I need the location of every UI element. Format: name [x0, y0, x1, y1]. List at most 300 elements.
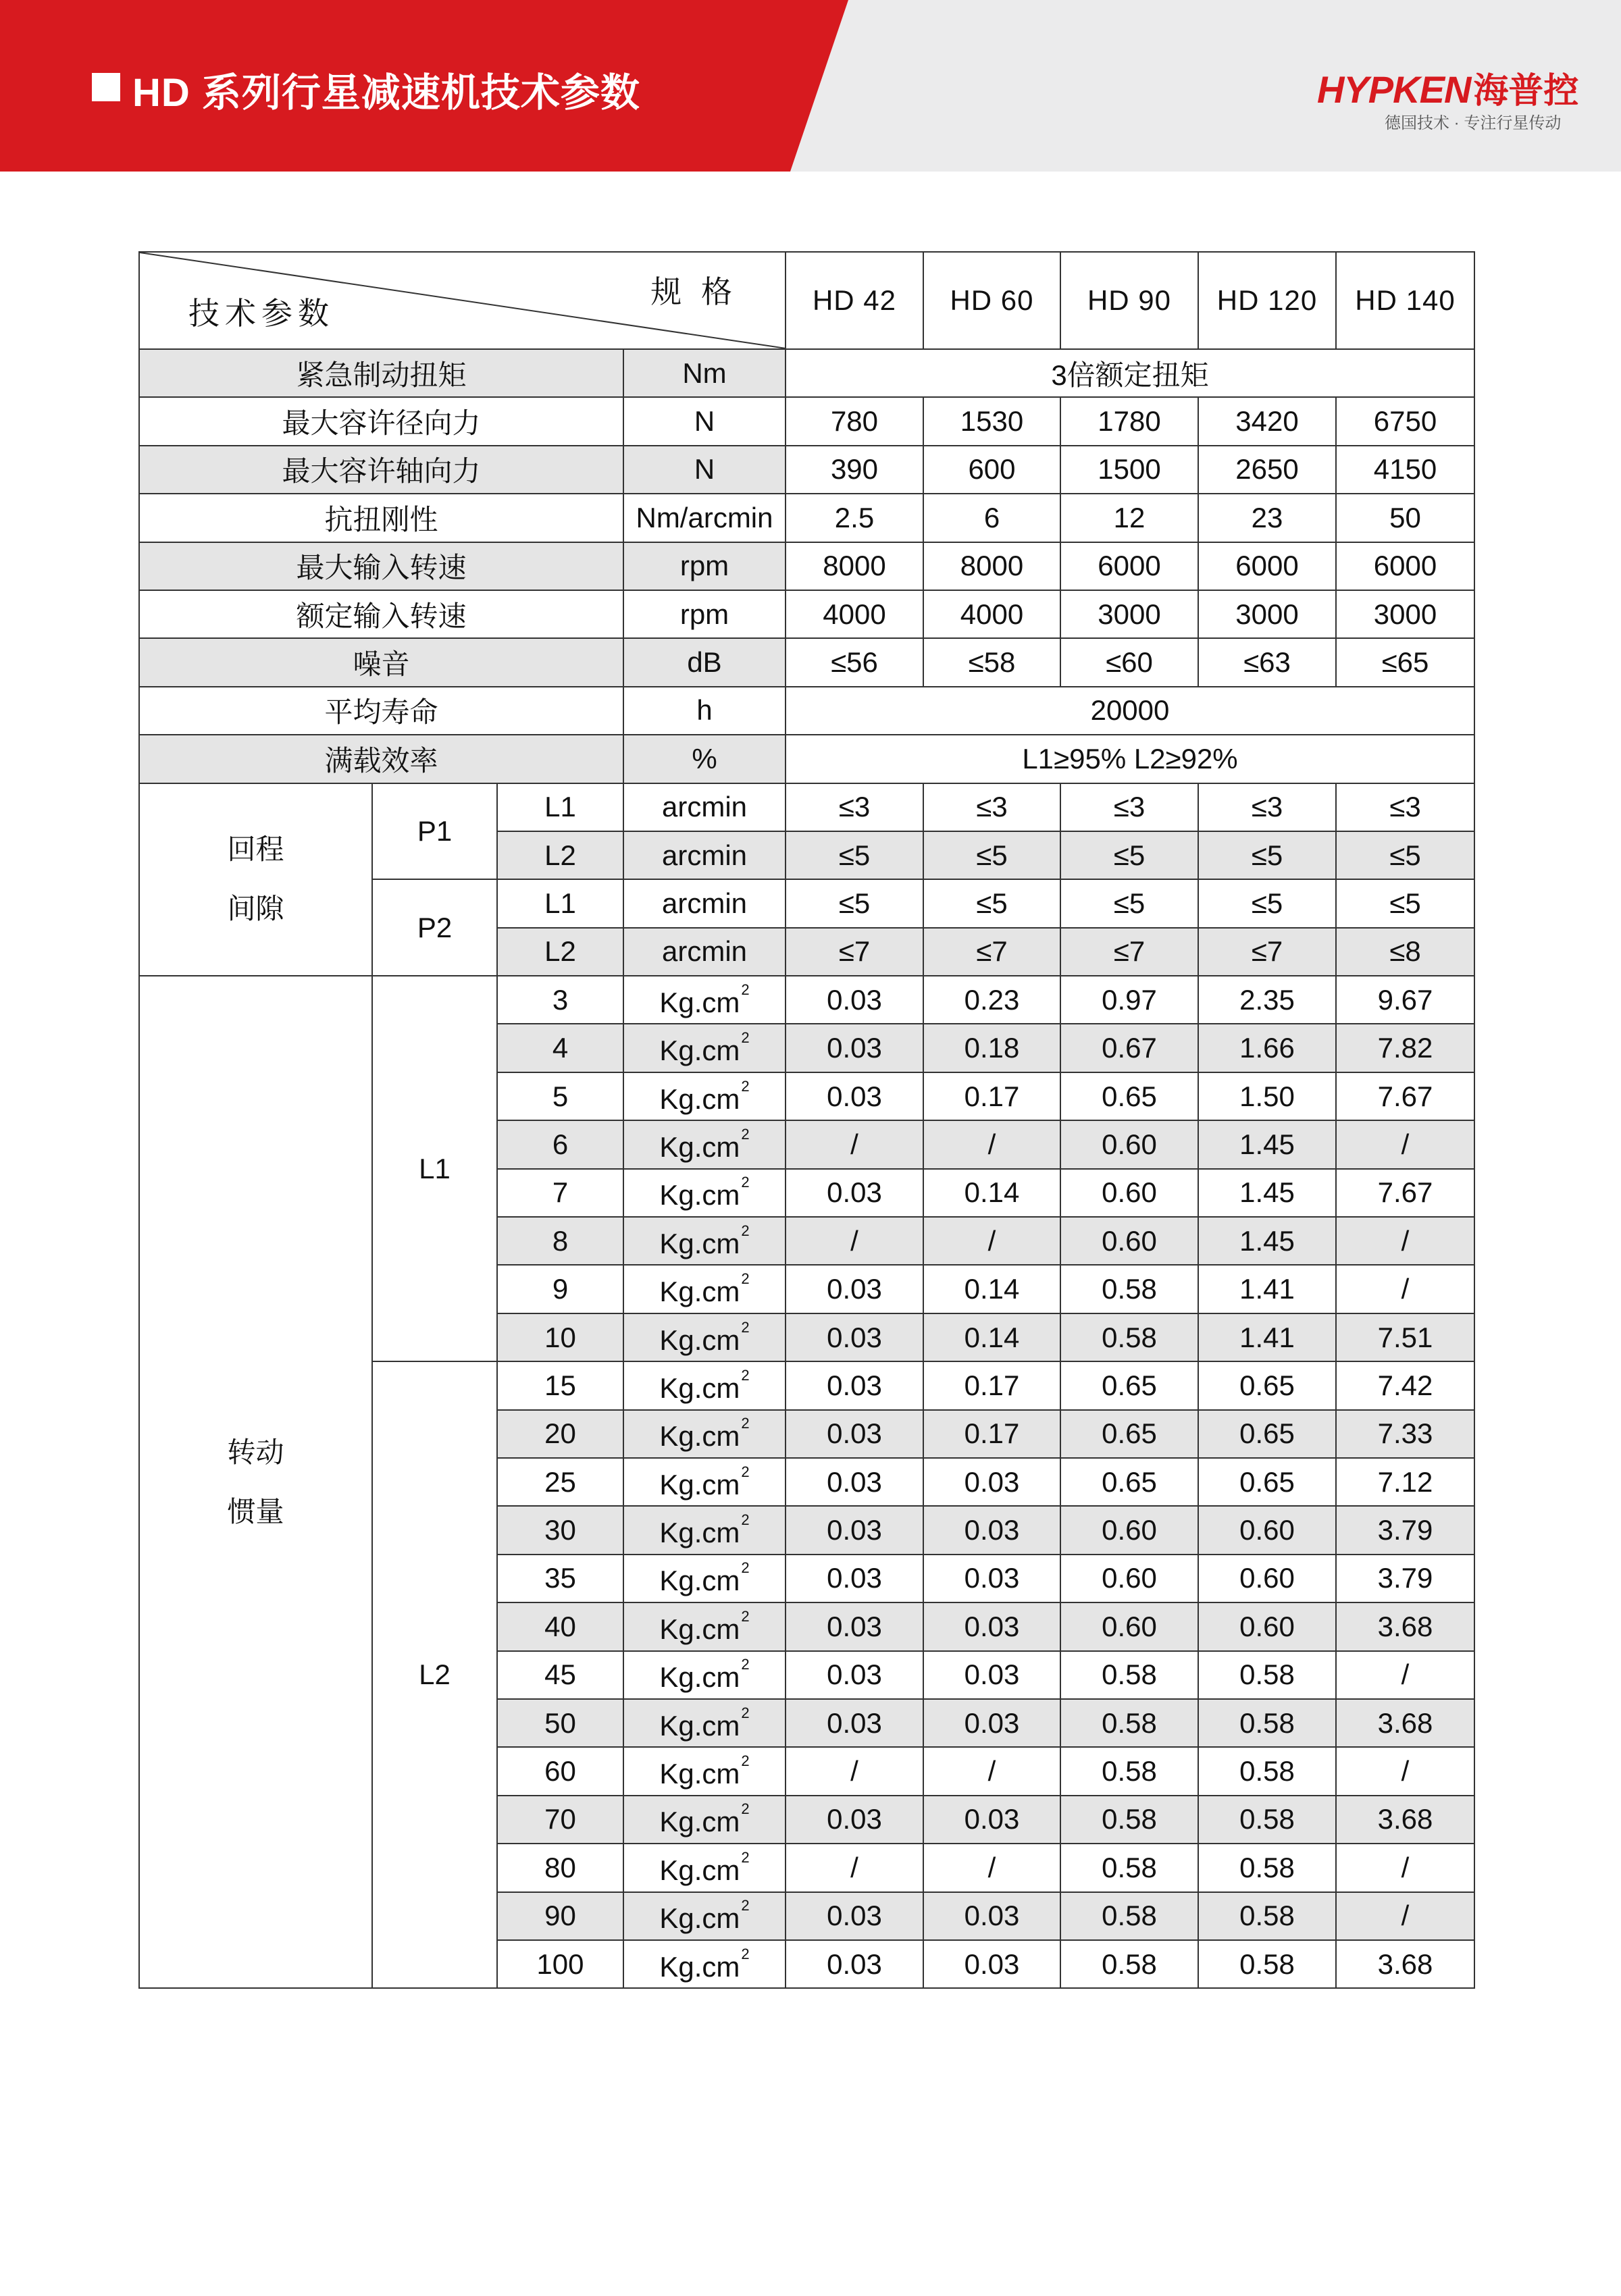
param-merged-value: 3倍额定扭矩 — [786, 349, 1474, 397]
param-value: 6750 — [1336, 397, 1474, 445]
title-square-icon — [92, 73, 120, 101]
inertia-ratio: 90 — [497, 1892, 623, 1940]
inertia-value: / — [1336, 1217, 1474, 1265]
param-value: 6 — [923, 494, 1060, 542]
param-value: 600 — [923, 446, 1060, 494]
inertia-value: 0.03 — [786, 1169, 923, 1217]
param-value: 12 — [1060, 494, 1198, 542]
inertia-stage-group: L1 — [372, 976, 497, 1361]
param-value: ≤63 — [1198, 638, 1336, 686]
backlash-unit: arcmin — [623, 879, 786, 927]
param-value: 4150 — [1336, 446, 1474, 494]
inertia-value: 0.60 — [1060, 1506, 1198, 1554]
inertia-value: / — [786, 1844, 923, 1891]
inertia-unit-exponent: 2 — [741, 1607, 750, 1625]
inertia-unit-base: Kg.cm — [659, 1709, 740, 1742]
inertia-value: / — [1336, 1651, 1474, 1699]
inertia-value: 0.65 — [1198, 1458, 1336, 1506]
inertia-value: 9.67 — [1336, 976, 1474, 1024]
inertia-unit — [623, 1602, 786, 1650]
inertia-unit-exponent: 2 — [741, 1656, 750, 1673]
param-value: ≤58 — [923, 638, 1060, 686]
inertia-unit-exponent: 2 — [741, 1222, 750, 1239]
backlash-value: ≤5 — [923, 831, 1060, 879]
inertia-unit — [623, 1892, 786, 1940]
inertia-unit — [623, 1940, 786, 1988]
inertia-ratio: 9 — [497, 1265, 623, 1313]
backlash-value: ≤7 — [786, 928, 923, 976]
inertia-unit-exponent: 2 — [741, 1174, 750, 1191]
inertia-value: 0.58 — [1198, 1651, 1336, 1699]
inertia-unit-exponent: 2 — [741, 1270, 750, 1288]
param-value: ≤56 — [786, 638, 923, 686]
inertia-value: 1.41 — [1198, 1313, 1336, 1361]
param-value: 1500 — [1060, 446, 1198, 494]
param-value: 4000 — [923, 590, 1060, 638]
backlash-unit: arcmin — [623, 928, 786, 976]
inertia-unit-base: Kg.cm — [659, 1035, 740, 1067]
inertia-value: 0.65 — [1060, 1361, 1198, 1409]
inertia-unit-base: Kg.cm — [659, 1276, 740, 1308]
param-label: 抗扭刚性 — [139, 494, 623, 542]
backlash-value: ≤8 — [1336, 928, 1474, 976]
inertia-value: 7.51 — [1336, 1313, 1474, 1361]
backlash-label-line2: 间隙 — [227, 893, 284, 925]
inertia-value: 3.68 — [1336, 1699, 1474, 1747]
inertia-unit-base: Kg.cm — [659, 1565, 740, 1597]
inertia-row — [139, 976, 1474, 1024]
param-unit: N — [623, 397, 786, 445]
inertia-unit-base: Kg.cm — [659, 1661, 740, 1694]
inertia-ratio: 15 — [497, 1361, 623, 1409]
brand-logo — [1317, 62, 1578, 113]
inertia-ratio: 40 — [497, 1602, 623, 1650]
inertia-unit — [623, 1506, 786, 1554]
inertia-value: 0.60 — [1060, 1602, 1198, 1650]
page-title: HD 系列行星减速机技术参数 — [132, 71, 640, 115]
param-merged-value: L1≥95% L2≥92% — [786, 735, 1474, 783]
param-value: 3000 — [1198, 590, 1336, 638]
inertia-stage-group: L2 — [372, 1361, 497, 1988]
param-row — [139, 638, 1474, 686]
backlash-value: ≤7 — [923, 928, 1060, 976]
inertia-value: 0.60 — [1060, 1169, 1198, 1217]
param-value: 4000 — [786, 590, 923, 638]
inertia-value: 0.58 — [1198, 1940, 1336, 1988]
inertia-value: 0.03 — [923, 1506, 1060, 1554]
param-unit: dB — [623, 638, 786, 686]
inertia-value: / — [1336, 1120, 1474, 1168]
param-value: 1530 — [923, 397, 1060, 445]
inertia-value: 0.58 — [1198, 1844, 1336, 1891]
inertia-value: 1.45 — [1198, 1120, 1336, 1168]
inertia-unit — [623, 1024, 786, 1072]
inertia-unit-exponent: 2 — [741, 1848, 750, 1866]
backlash-group: P1 — [372, 783, 497, 880]
param-merged-value: 20000 — [786, 687, 1474, 735]
inertia-value: 0.58 — [1060, 1940, 1198, 1988]
inertia-unit-base: Kg.cm — [659, 1806, 740, 1838]
inertia-value: 0.65 — [1060, 1458, 1198, 1506]
param-label: 平均寿命 — [139, 687, 623, 735]
param-row — [139, 446, 1474, 494]
param-value: 6000 — [1336, 542, 1474, 590]
inertia-value: 0.03 — [786, 1313, 923, 1361]
inertia-value: 0.58 — [1198, 1747, 1336, 1795]
backlash-value: ≤5 — [786, 831, 923, 879]
param-unit: Nm — [623, 349, 786, 397]
param-unit: rpm — [623, 590, 786, 638]
inertia-unit — [623, 1120, 786, 1168]
backlash-value: ≤5 — [1336, 831, 1474, 879]
inertia-ratio: 70 — [497, 1796, 623, 1844]
inertia-value: 0.03 — [923, 1458, 1060, 1506]
backlash-value: ≤5 — [1060, 879, 1198, 927]
inertia-value: 0.60 — [1060, 1120, 1198, 1168]
param-unit: h — [623, 687, 786, 735]
inertia-ratio: 5 — [497, 1072, 623, 1120]
param-label: 最大容许径向力 — [139, 397, 623, 445]
inertia-value: 0.03 — [786, 1361, 923, 1409]
inertia-value: / — [786, 1747, 923, 1795]
param-value: 3000 — [1060, 590, 1198, 638]
inertia-value: 0.03 — [786, 1940, 923, 1988]
brand-chinese-name: 海普控 — [1473, 72, 1579, 111]
backlash-group: P2 — [372, 879, 497, 976]
inertia-ratio: 80 — [497, 1844, 623, 1891]
inertia-unit-base: Kg.cm — [659, 1420, 740, 1453]
inertia-unit-base: Kg.cm — [659, 1613, 740, 1645]
model-header: HD 42 — [786, 252, 923, 349]
inertia-ratio: 10 — [497, 1313, 623, 1361]
inertia-value: 0.60 — [1060, 1217, 1198, 1265]
corner-cell — [139, 252, 786, 349]
inertia-value: 0.58 — [1060, 1651, 1198, 1699]
spec-table — [138, 251, 1475, 1989]
inertia-value: 7.67 — [1336, 1169, 1474, 1217]
inertia-value: 0.58 — [1198, 1796, 1336, 1844]
inertia-value: 0.03 — [923, 1602, 1060, 1650]
backlash-value: ≤5 — [1060, 831, 1198, 879]
backlash-label-line1: 回程 — [227, 833, 284, 866]
inertia-unit — [623, 1361, 786, 1409]
corner-label-spec: 规 格 — [650, 274, 738, 309]
inertia-value: 0.17 — [923, 1410, 1060, 1458]
inertia-value: 0.03 — [786, 1651, 923, 1699]
inertia-unit-base: Kg.cm — [659, 1517, 740, 1549]
inertia-ratio: 60 — [497, 1747, 623, 1795]
inertia-value: 0.03 — [923, 1796, 1060, 1844]
inertia-value: / — [1336, 1892, 1474, 1940]
inertia-ratio: 7 — [497, 1169, 623, 1217]
param-value: 6000 — [1198, 542, 1336, 590]
inertia-value: 7.33 — [1336, 1410, 1474, 1458]
inertia-value: 0.58 — [1198, 1699, 1336, 1747]
backlash-value: ≤3 — [1198, 783, 1336, 831]
inertia-value: 0.03 — [786, 1602, 923, 1650]
inertia-label — [139, 976, 372, 1988]
inertia-ratio: 6 — [497, 1120, 623, 1168]
inertia-value: 0.18 — [923, 1024, 1060, 1072]
inertia-unit — [623, 1844, 786, 1891]
inertia-value: 0.14 — [923, 1313, 1060, 1361]
inertia-value: / — [786, 1120, 923, 1168]
backlash-value: ≤7 — [1198, 928, 1336, 976]
param-label: 额定输入转速 — [139, 590, 623, 638]
inertia-value: 0.60 — [1198, 1506, 1336, 1554]
inertia-value: / — [1336, 1747, 1474, 1795]
inertia-value: 7.82 — [1336, 1024, 1474, 1072]
inertia-value: 0.03 — [786, 1796, 923, 1844]
backlash-stage: L1 — [497, 879, 623, 927]
inertia-value: 0.60 — [1198, 1555, 1336, 1602]
inertia-value: 1.66 — [1198, 1024, 1336, 1072]
inertia-unit-exponent: 2 — [741, 1559, 750, 1577]
brand-slogan: 德国技术 · 专注行星传动 — [1385, 114, 1562, 132]
inertia-ratio: 35 — [497, 1555, 623, 1602]
inertia-value: 0.03 — [786, 1410, 923, 1458]
inertia-unit-base: Kg.cm — [659, 1130, 740, 1163]
inertia-unit-exponent: 2 — [741, 1704, 750, 1721]
param-label: 最大输入转速 — [139, 542, 623, 590]
inertia-value: 0.23 — [923, 976, 1060, 1024]
param-label: 满载效率 — [139, 735, 623, 783]
inertia-unit — [623, 1555, 786, 1602]
inertia-value: 0.03 — [786, 1458, 923, 1506]
inertia-value: 0.17 — [923, 1072, 1060, 1120]
inertia-value: / — [786, 1217, 923, 1265]
param-row — [139, 542, 1474, 590]
inertia-ratio: 20 — [497, 1410, 623, 1458]
backlash-label — [139, 783, 372, 976]
inertia-value: / — [923, 1120, 1060, 1168]
inertia-value: 0.58 — [1060, 1844, 1198, 1891]
inertia-ratio: 45 — [497, 1651, 623, 1699]
inertia-value: 0.65 — [1060, 1410, 1198, 1458]
inertia-unit-base: Kg.cm — [659, 986, 740, 1018]
param-value: 6000 — [1060, 542, 1198, 590]
inertia-unit-exponent: 2 — [741, 1752, 750, 1770]
inertia-value: 3.79 — [1336, 1555, 1474, 1602]
inertia-value: 0.65 — [1198, 1410, 1336, 1458]
inertia-unit — [623, 1169, 786, 1217]
param-value: 1780 — [1060, 397, 1198, 445]
inertia-label-line1: 转动 — [227, 1436, 284, 1468]
inertia-unit — [623, 1651, 786, 1699]
inertia-unit-base: Kg.cm — [659, 1082, 740, 1115]
inertia-unit — [623, 1796, 786, 1844]
inertia-value: 7.67 — [1336, 1072, 1474, 1120]
inertia-value: 0.65 — [1198, 1361, 1336, 1409]
inertia-value: 0.03 — [786, 976, 923, 1024]
backlash-value: ≤7 — [1060, 928, 1198, 976]
inertia-value: 0.03 — [786, 1506, 923, 1554]
inertia-unit-base: Kg.cm — [659, 1179, 740, 1211]
backlash-value: ≤3 — [1060, 783, 1198, 831]
inertia-unit — [623, 1217, 786, 1265]
param-unit: Nm/arcmin — [623, 494, 786, 542]
param-value: 2.5 — [786, 494, 923, 542]
param-value: 8000 — [786, 542, 923, 590]
inertia-unit-base: Kg.cm — [659, 1468, 740, 1501]
inertia-value: 3.68 — [1336, 1602, 1474, 1650]
param-unit: N — [623, 446, 786, 494]
inertia-ratio: 100 — [497, 1940, 623, 1988]
inertia-value: 0.03 — [786, 1072, 923, 1120]
param-row — [139, 494, 1474, 542]
inertia-unit — [623, 1410, 786, 1458]
inertia-ratio: 4 — [497, 1024, 623, 1072]
inertia-value: 0.58 — [1198, 1892, 1336, 1940]
inertia-unit-exponent: 2 — [741, 1511, 750, 1529]
inertia-value: 0.97 — [1060, 976, 1198, 1024]
inertia-value: 0.03 — [786, 1555, 923, 1602]
model-header: HD 140 — [1336, 252, 1474, 349]
backlash-unit: arcmin — [623, 831, 786, 879]
inertia-unit-exponent: 2 — [741, 1945, 750, 1962]
inertia-value: / — [923, 1217, 1060, 1265]
inertia-value: / — [923, 1747, 1060, 1795]
model-header: HD 120 — [1198, 252, 1336, 349]
inertia-value: 0.60 — [1198, 1602, 1336, 1650]
inertia-value: 0.58 — [1060, 1265, 1198, 1313]
inertia-unit — [623, 1313, 786, 1361]
inertia-unit-exponent: 2 — [741, 1318, 750, 1336]
inertia-unit-base: Kg.cm — [659, 1950, 740, 1983]
inertia-unit — [623, 976, 786, 1024]
backlash-value: ≤5 — [1336, 879, 1474, 927]
inertia-value: 0.03 — [923, 1699, 1060, 1747]
inertia-value: 2.35 — [1198, 976, 1336, 1024]
inertia-value: / — [1336, 1844, 1474, 1891]
inertia-unit — [623, 1265, 786, 1313]
param-value: 8000 — [923, 542, 1060, 590]
inertia-value: 0.58 — [1060, 1747, 1198, 1795]
inertia-unit-exponent: 2 — [741, 1029, 750, 1047]
inertia-unit — [623, 1072, 786, 1120]
inertia-value: 0.58 — [1060, 1313, 1198, 1361]
param-value: 390 — [786, 446, 923, 494]
backlash-unit: arcmin — [623, 783, 786, 831]
inertia-value: 0.58 — [1060, 1796, 1198, 1844]
inertia-value: / — [923, 1844, 1060, 1891]
param-label: 最大容许轴向力 — [139, 446, 623, 494]
backlash-value: ≤5 — [1198, 831, 1336, 879]
backlash-value: ≤5 — [786, 879, 923, 927]
inertia-value: 0.14 — [923, 1169, 1060, 1217]
model-header: HD 60 — [923, 252, 1060, 349]
inertia-unit-exponent: 2 — [741, 981, 750, 998]
param-value: 50 — [1336, 494, 1474, 542]
inertia-value: 0.03 — [786, 1699, 923, 1747]
inertia-unit-exponent: 2 — [741, 1125, 750, 1143]
param-value: 3000 — [1336, 590, 1474, 638]
backlash-stage: L1 — [497, 783, 623, 831]
param-row — [139, 590, 1474, 638]
inertia-ratio: 50 — [497, 1699, 623, 1747]
inertia-unit-base: Kg.cm — [659, 1324, 740, 1356]
inertia-value: 0.58 — [1060, 1892, 1198, 1940]
inertia-value: 0.67 — [1060, 1024, 1198, 1072]
inertia-value: 0.60 — [1060, 1555, 1198, 1602]
inertia-value: 3.79 — [1336, 1506, 1474, 1554]
param-row — [139, 735, 1474, 783]
inertia-value: 0.14 — [923, 1265, 1060, 1313]
inertia-ratio: 8 — [497, 1217, 623, 1265]
backlash-value: ≤3 — [923, 783, 1060, 831]
param-label: 噪音 — [139, 638, 623, 686]
param-value: 3420 — [1198, 397, 1336, 445]
inertia-unit-base: Kg.cm — [659, 1902, 740, 1935]
param-value: 2650 — [1198, 446, 1336, 494]
inertia-value: 0.03 — [923, 1940, 1060, 1988]
inertia-value: 0.03 — [786, 1024, 923, 1072]
header-row — [139, 252, 1474, 349]
inertia-unit-exponent: 2 — [741, 1077, 750, 1095]
brand-name: HYPKEN — [1317, 68, 1471, 111]
inertia-unit-exponent: 2 — [741, 1463, 750, 1480]
inertia-ratio: 30 — [497, 1506, 623, 1554]
backlash-stage: L2 — [497, 831, 623, 879]
inertia-value: / — [1336, 1265, 1474, 1313]
inertia-value: 1.45 — [1198, 1217, 1336, 1265]
inertia-value: 0.03 — [923, 1555, 1060, 1602]
inertia-value: 1.41 — [1198, 1265, 1336, 1313]
inertia-unit-exponent: 2 — [741, 1366, 750, 1384]
inertia-unit — [623, 1747, 786, 1795]
inertia-value: 1.45 — [1198, 1169, 1336, 1217]
inertia-value: 0.03 — [923, 1892, 1060, 1940]
param-row — [139, 687, 1474, 735]
inertia-value: 7.42 — [1336, 1361, 1474, 1409]
inertia-unit-base: Kg.cm — [659, 1758, 740, 1790]
model-header: HD 90 — [1060, 252, 1198, 349]
backlash-value: ≤5 — [1198, 879, 1336, 927]
inertia-unit-exponent: 2 — [741, 1897, 750, 1914]
param-value: 780 — [786, 397, 923, 445]
param-row — [139, 397, 1474, 445]
inertia-unit-exponent: 2 — [741, 1800, 750, 1818]
param-value: ≤65 — [1336, 638, 1474, 686]
param-label: 紧急制动扭矩 — [139, 349, 623, 397]
inertia-value: 0.03 — [923, 1651, 1060, 1699]
inertia-unit — [623, 1699, 786, 1747]
backlash-row — [139, 783, 1474, 831]
inertia-value: 0.58 — [1060, 1699, 1198, 1747]
param-unit: rpm — [623, 542, 786, 590]
inertia-value: 0.03 — [786, 1892, 923, 1940]
inertia-unit-base: Kg.cm — [659, 1227, 740, 1259]
param-unit: % — [623, 735, 786, 783]
param-value: ≤60 — [1060, 638, 1198, 686]
inertia-label-line2: 惯量 — [227, 1495, 284, 1528]
inertia-value: 7.12 — [1336, 1458, 1474, 1506]
backlash-stage: L2 — [497, 928, 623, 976]
corner-label-params: 技术参数 — [188, 296, 334, 331]
inertia-value: 3.68 — [1336, 1796, 1474, 1844]
inertia-unit — [623, 1458, 786, 1506]
inertia-value: 3.68 — [1336, 1940, 1474, 1988]
inertia-ratio: 25 — [497, 1458, 623, 1506]
backlash-value: ≤3 — [1336, 783, 1474, 831]
backlash-value: ≤3 — [786, 783, 923, 831]
inertia-value: 0.17 — [923, 1361, 1060, 1409]
inertia-value: 1.50 — [1198, 1072, 1336, 1120]
inertia-unit-exponent: 2 — [741, 1415, 750, 1432]
inertia-value: 0.65 — [1060, 1072, 1198, 1120]
inertia-value: 0.03 — [786, 1265, 923, 1313]
param-row — [139, 349, 1474, 397]
